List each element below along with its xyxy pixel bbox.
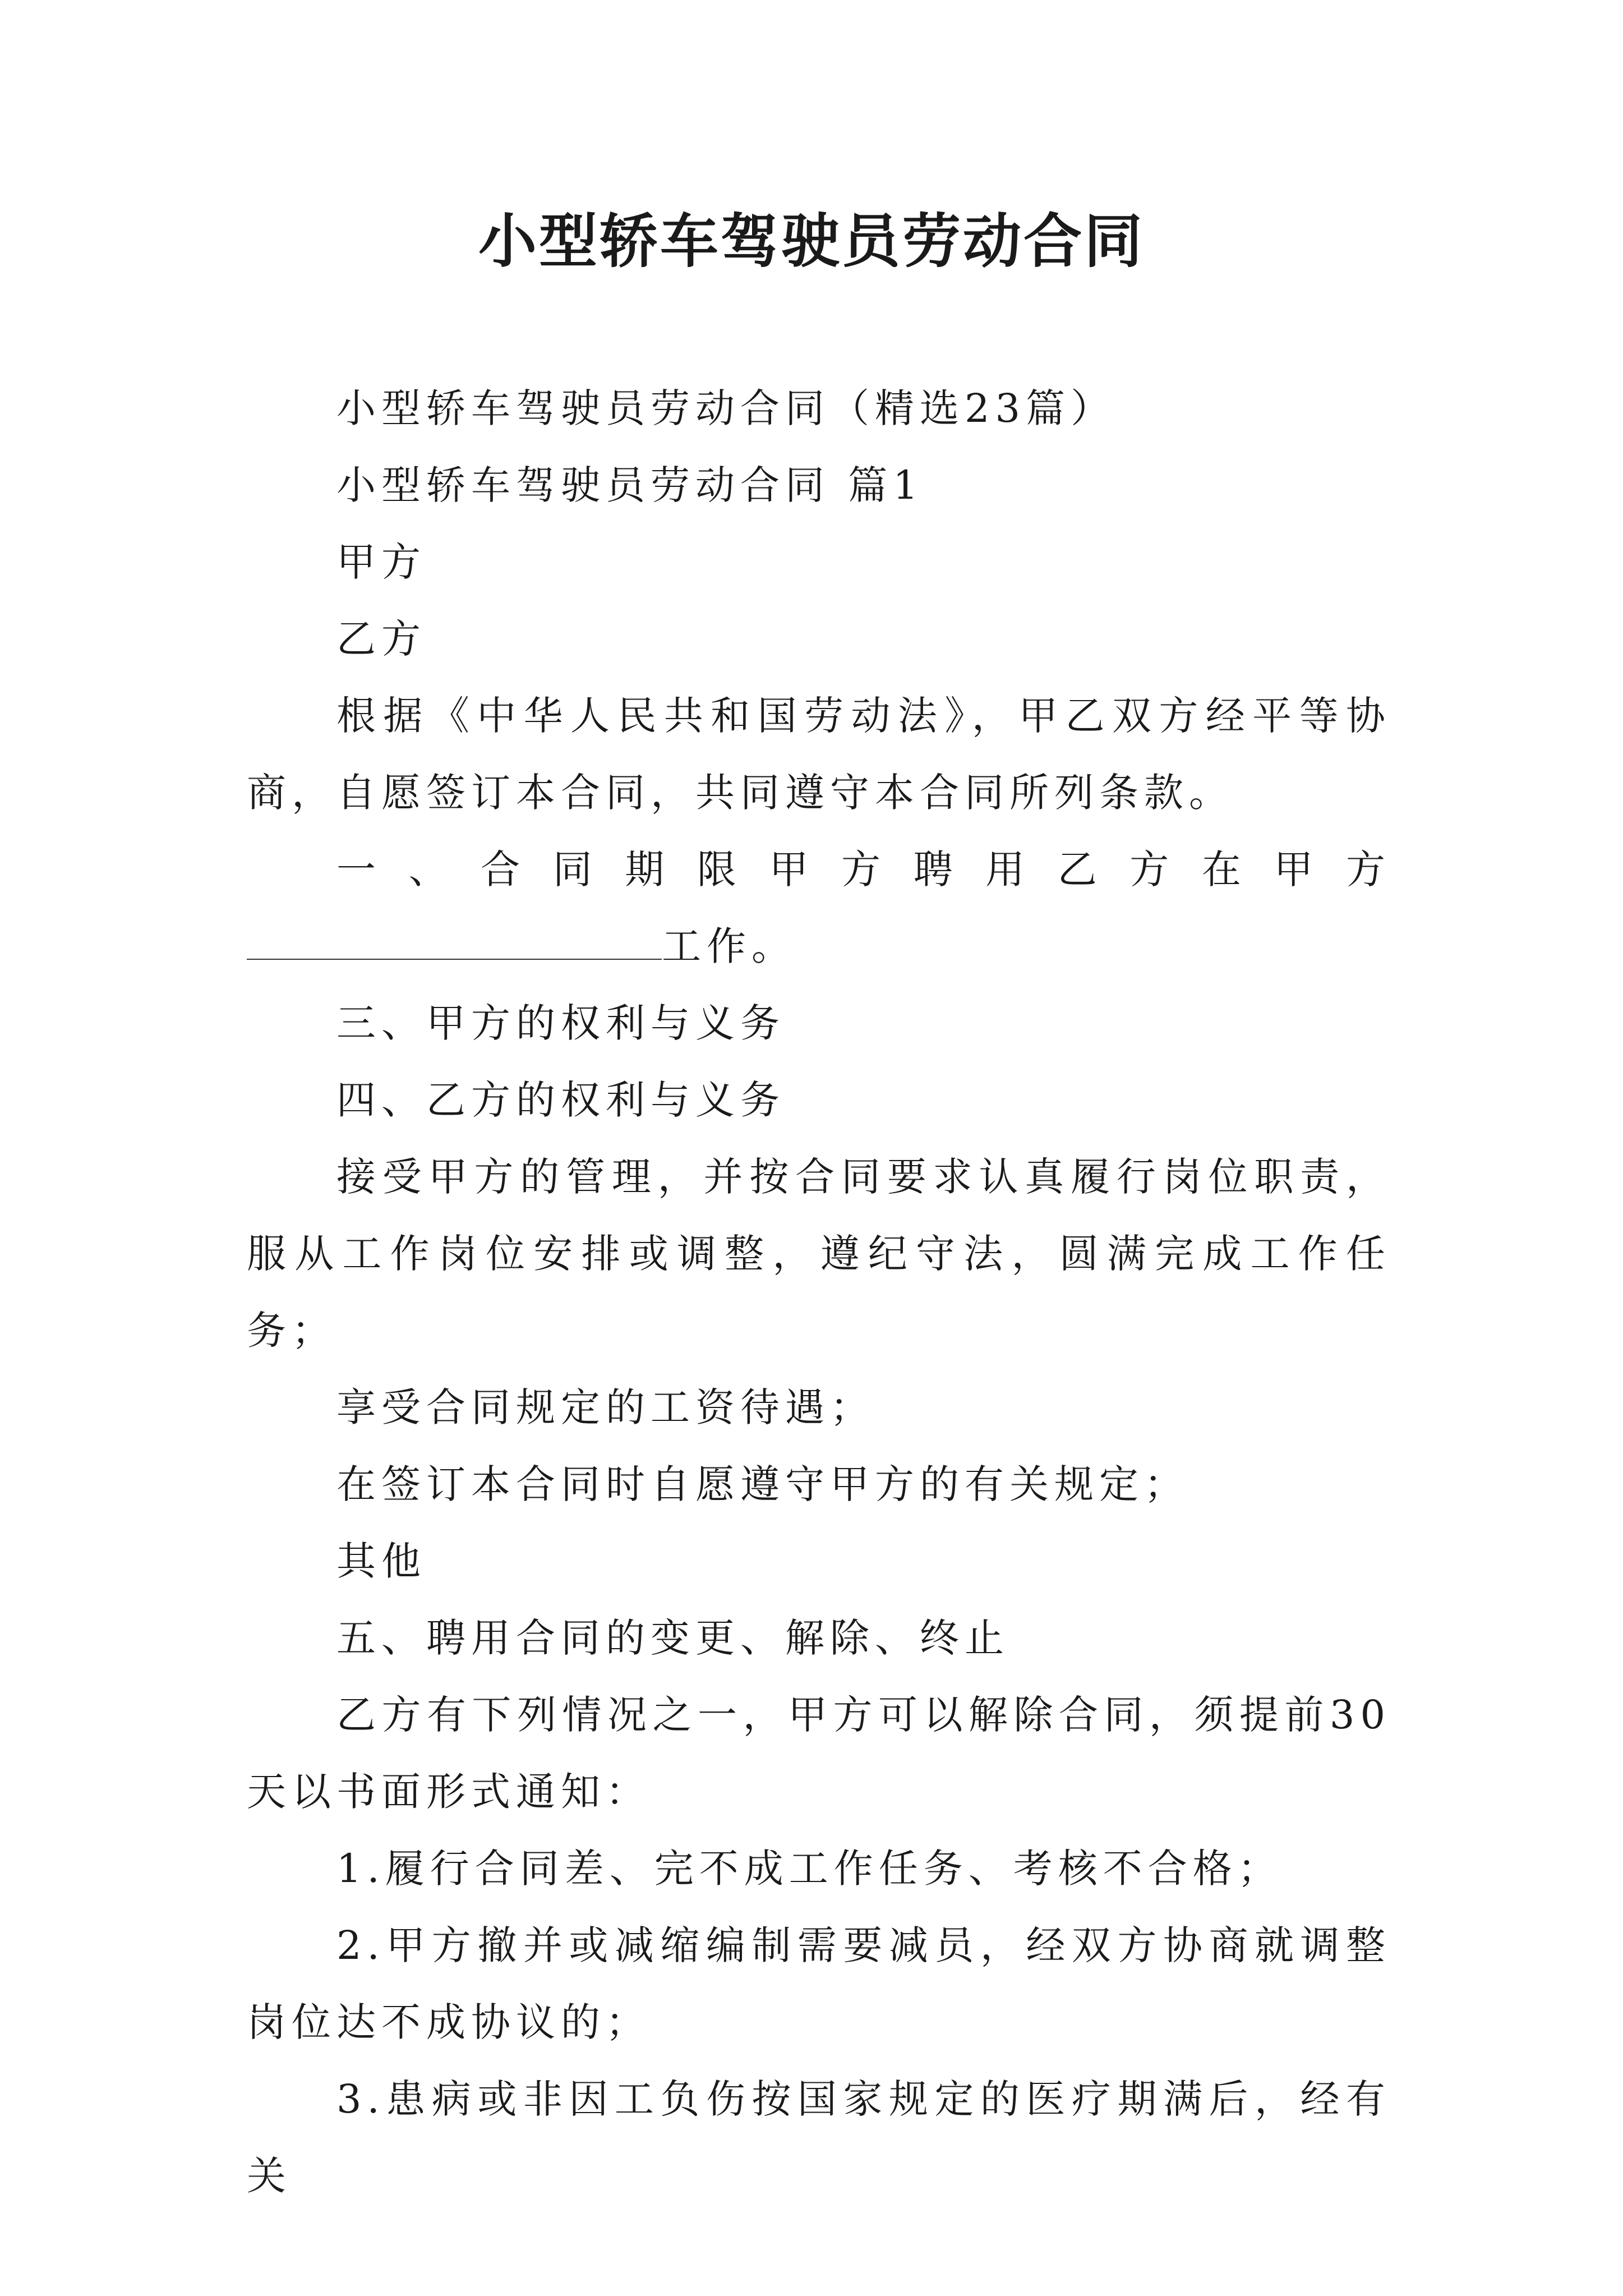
clause-1-after-text: 工作。 [662, 923, 796, 969]
b-duty-2-paragraph: 享受合同规定的工资待遇； [336, 1384, 875, 1430]
clause-4-heading: 四、乙方的权利与义务 [336, 1077, 785, 1123]
document-title: 小型轿车驾驶员劳动合同 [478, 206, 1145, 275]
document-body [247, 370, 1391, 2215]
preamble-paragraph: 根据《中华人民共和国劳动法》，甲乙双方经平等协商，自愿签订本合同，共同遵守本合同所列条款。 [247, 693, 1391, 816]
b-duty-1-paragraph: 接受甲方的管理，并按合同要求认真履行岗位职责，服从工作岗位安排或调整，遵纪守法，圆满完成工作任务； [247, 1154, 1391, 1354]
clause-3-heading: 三、甲方的权利与义务 [336, 1000, 785, 1046]
termination-item-3: 3.患病或非因工负伤按国家规定的医疗期满后，经有关 [247, 2076, 1391, 2199]
clause-5-heading: 五、聘用合同的变更、解除、终止 [336, 1615, 1009, 1661]
termination-item-2: 2.甲方撤并或减缩编制需要减员，经双方协商就调整岗位达不成协议的； [247, 1922, 1391, 2045]
section-title-paragraph: 小型轿车驾驶员劳动合同 篇1 [336, 462, 924, 508]
party-a-paragraph: 甲方 [336, 539, 426, 585]
subtitle-paragraph: 小型轿车驾驶员劳动合同（精选23篇） [336, 385, 1116, 431]
b-duty-3-paragraph: 在签订本合同时自愿遵守甲方的有关规定； [336, 1461, 1189, 1507]
party-b-paragraph: 乙方 [336, 616, 426, 662]
clause-1-text: 一、合同期限甲方聘用乙方在甲方 [336, 846, 1391, 892]
clause-1-paragraph [247, 831, 1391, 985]
termination-item-1: 1.履行合同差、完不成工作任务、考核不合格； [336, 1846, 1283, 1892]
b-duty-4-paragraph: 其他 [336, 1538, 426, 1584]
termination-intro-paragraph: 乙方有下列情况之一，甲方可以解除合同，须提前30天以书面形式通知： [247, 1692, 1391, 1815]
fill-in-blank-line [247, 925, 662, 960]
